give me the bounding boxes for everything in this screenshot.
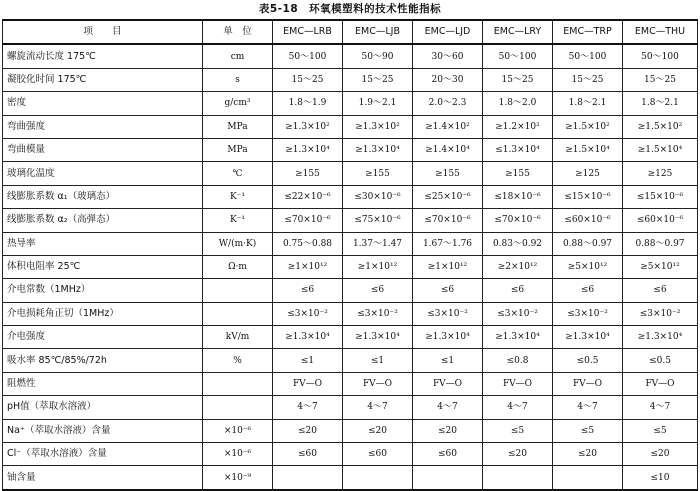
- table-row: [3, 302, 698, 325]
- row-item-label: 凝胶化时间 175℃: [3, 68, 203, 91]
- row-value: ≤0.5: [623, 349, 698, 372]
- row-value: FV—O: [273, 372, 343, 395]
- table-row: [3, 115, 698, 138]
- row-value: ≤3×10⁻²: [483, 302, 553, 325]
- row-value: FV—O: [343, 372, 413, 395]
- row-value: 1.8～1.9: [273, 92, 343, 115]
- row-unit: [203, 372, 273, 395]
- table-row: [3, 68, 698, 91]
- row-item-label: 密度: [3, 92, 203, 115]
- row-value: ≥1.5×10⁴: [553, 138, 623, 161]
- table-row: [3, 349, 698, 372]
- header-row: [3, 20, 698, 44]
- row-value: 50～100: [483, 44, 553, 68]
- row-value: [413, 466, 483, 490]
- row-value: ≥1.3×10⁴: [273, 326, 343, 349]
- table-row: [3, 162, 698, 185]
- row-value: ≤30×10⁻⁶: [343, 185, 413, 208]
- row-item-label: 螺旋流动长度 175℃: [3, 44, 203, 68]
- row-value: ≤3×10⁻²: [553, 302, 623, 325]
- table-row: [3, 92, 698, 115]
- row-value: 30～60: [413, 44, 483, 68]
- header-emc-trp: EMC—TRP: [553, 20, 623, 44]
- row-unit: [203, 396, 273, 419]
- row-value: ≤10: [623, 466, 698, 490]
- row-value: ≥125: [553, 162, 623, 185]
- row-unit: ×10⁻⁶: [203, 419, 273, 442]
- row-unit: ×10⁻⁹: [203, 466, 273, 490]
- row-item-label: Cl⁻（萃取水溶液）含量: [3, 443, 203, 466]
- row-value: ≤1: [413, 349, 483, 372]
- row-value: ≤60: [273, 443, 343, 466]
- table-row: [3, 44, 698, 68]
- row-value: ≤6: [273, 279, 343, 302]
- header-emc-ljd: EMC—LJD: [413, 20, 483, 44]
- row-value: ≤6: [553, 279, 623, 302]
- row-value: 15～25: [273, 68, 343, 91]
- header-unit: 单 位: [203, 20, 273, 44]
- row-value: ≥5×10¹²: [623, 255, 698, 278]
- row-value: 15～25: [623, 68, 698, 91]
- row-unit: [203, 279, 273, 302]
- row-value: 4～7: [623, 396, 698, 419]
- table-row: [3, 419, 698, 442]
- row-unit: MPa: [203, 138, 273, 161]
- row-value: ≤6: [623, 279, 698, 302]
- row-value: ≤5: [623, 419, 698, 442]
- row-unit: g/cm³: [203, 92, 273, 115]
- row-unit: K⁻¹: [203, 185, 273, 208]
- row-value: ≥1×10¹²: [273, 255, 343, 278]
- row-item-label: 线膨胀系数 α₁（玻璃态）: [3, 185, 203, 208]
- row-value: ≥1.4×10²: [413, 115, 483, 138]
- row-value: ≤1.3×10⁴: [483, 138, 553, 161]
- row-value: ≥1.5×10²: [553, 115, 623, 138]
- row-value: [483, 466, 553, 490]
- table-row: [3, 279, 698, 302]
- row-value: 4～7: [413, 396, 483, 419]
- row-value: ≤15×10⁻⁶: [553, 185, 623, 208]
- row-value: 1.8～2.1: [553, 92, 623, 115]
- row-item-label: 铀含量: [3, 466, 203, 490]
- row-value: ≤3×10⁻²: [343, 302, 413, 325]
- row-value: 50～90: [343, 44, 413, 68]
- row-value: ≥1×10¹²: [343, 255, 413, 278]
- row-value: 0.75～0.88: [273, 232, 343, 255]
- row-value: ≤70×10⁻⁶: [483, 209, 553, 232]
- row-value: ≤1: [343, 349, 413, 372]
- row-item-label: 体积电阻率 25℃: [3, 255, 203, 278]
- row-value: ≥155: [483, 162, 553, 185]
- header-emc-lrb: EMC—LRB: [273, 20, 343, 44]
- row-unit: MPa: [203, 115, 273, 138]
- row-unit: cm: [203, 44, 273, 68]
- row-value: 2.0～2.3: [413, 92, 483, 115]
- row-value: ≥1.5×10⁴: [623, 138, 698, 161]
- row-unit: %: [203, 349, 273, 372]
- row-item-label: 弯曲强度: [3, 115, 203, 138]
- row-value: [273, 466, 343, 490]
- row-value: 15～25: [343, 68, 413, 91]
- row-value: [553, 466, 623, 490]
- row-value: ≤60: [413, 443, 483, 466]
- row-value: 4～7: [273, 396, 343, 419]
- row-item-label: 线膨胀系数 α₂（高弹态）: [3, 209, 203, 232]
- row-value: ≤15×10⁻⁶: [623, 185, 698, 208]
- row-value: ≤6: [483, 279, 553, 302]
- row-value: ≥1.3×10⁴: [623, 326, 698, 349]
- table-row: [3, 209, 698, 232]
- row-value: ≤6: [413, 279, 483, 302]
- row-value: ≥1.3×10⁴: [343, 138, 413, 161]
- header-emc-ljb: EMC—LJB: [343, 20, 413, 44]
- row-value: 1.37～1.47: [343, 232, 413, 255]
- row-item-label: 玻璃化温度: [3, 162, 203, 185]
- row-value: 1.9～2.1: [343, 92, 413, 115]
- row-value: 1.67～1.76: [413, 232, 483, 255]
- row-value: 4～7: [343, 396, 413, 419]
- table-row: [3, 185, 698, 208]
- row-value: FV—O: [483, 372, 553, 395]
- row-item-label: 热导率: [3, 232, 203, 255]
- row-value: 15～25: [483, 68, 553, 91]
- row-value: FV—O: [553, 372, 623, 395]
- row-value: ≥2×10¹²: [483, 255, 553, 278]
- row-value: [343, 466, 413, 490]
- row-value: 1.8～2.0: [483, 92, 553, 115]
- row-value: ≤20: [623, 443, 698, 466]
- header-emc-lry: EMC—LRY: [483, 20, 553, 44]
- row-value: ≤0.5: [553, 349, 623, 372]
- row-value: 1.8～2.1: [623, 92, 698, 115]
- row-item-label: Na⁺（萃取水溶液）含量: [3, 419, 203, 442]
- row-item-label: 弯曲模量: [3, 138, 203, 161]
- row-value: ≥1.4×10⁴: [413, 138, 483, 161]
- row-value: ≥125: [623, 162, 698, 185]
- row-value: ≤3×10⁻²: [413, 302, 483, 325]
- row-value: ≥1.5×10²: [623, 115, 698, 138]
- row-value: ≤70×10⁻⁶: [273, 209, 343, 232]
- row-item-label: 介电损耗角正切（1MHz）: [3, 302, 203, 325]
- row-value: 20～30: [413, 68, 483, 91]
- row-value: ≤5: [483, 419, 553, 442]
- row-value: ≤20: [413, 419, 483, 442]
- row-value: 50～100: [273, 44, 343, 68]
- row-item-label: 吸水率 85℃/85%/72h: [3, 349, 203, 372]
- table-row: [3, 466, 698, 490]
- row-value: ≥155: [273, 162, 343, 185]
- header-item: 项 目: [3, 20, 203, 44]
- row-value: ≤60: [343, 443, 413, 466]
- row-value: ≤60×10⁻⁶: [623, 209, 698, 232]
- row-value: 50～100: [553, 44, 623, 68]
- row-value: FV—O: [623, 372, 698, 395]
- row-value: ≤20: [343, 419, 413, 442]
- row-value: ≥1.3×10⁴: [343, 326, 413, 349]
- row-value: ≤0.8: [483, 349, 553, 372]
- table-row: [3, 372, 698, 395]
- row-value: ≤75×10⁻⁶: [343, 209, 413, 232]
- row-value: 0.83～0.92: [483, 232, 553, 255]
- row-value: ≤18×10⁻⁶: [483, 185, 553, 208]
- row-value: ≤1: [273, 349, 343, 372]
- row-item-label: 介电常数（1MHz）: [3, 279, 203, 302]
- row-value: 4～7: [483, 396, 553, 419]
- table-row: [3, 443, 698, 466]
- table-title: 表5-18 环氧模塑料的技术性能指标: [258, 3, 442, 15]
- row-value: ≤25×10⁻⁶: [413, 185, 483, 208]
- row-value: 0.88～0.97: [553, 232, 623, 255]
- row-value: ≤6: [343, 279, 413, 302]
- row-value: ≥5×10¹²: [553, 255, 623, 278]
- table-row: [3, 232, 698, 255]
- header-emc-thu: EMC—THU: [623, 20, 698, 44]
- row-value: 4～7: [553, 396, 623, 419]
- row-value: ≥1.3×10⁴: [273, 138, 343, 161]
- row-item-label: 介电强度: [3, 326, 203, 349]
- row-value: ≤5: [553, 419, 623, 442]
- row-item-label: pH值（萃取水溶液）: [3, 396, 203, 419]
- row-value: ≤22×10⁻⁶: [273, 185, 343, 208]
- spec-table: [2, 19, 698, 491]
- row-value: ≥1.3×10²: [273, 115, 343, 138]
- table-row: [3, 138, 698, 161]
- row-value: 15～25: [553, 68, 623, 91]
- row-value: ≥155: [343, 162, 413, 185]
- row-value: ≥1.3×10²: [343, 115, 413, 138]
- row-value: ≤20: [483, 443, 553, 466]
- row-unit: Ω·m: [203, 255, 273, 278]
- row-unit: [203, 302, 273, 325]
- row-value: 50～100: [623, 44, 698, 68]
- row-item-label: 阻燃性: [3, 372, 203, 395]
- table-body: [3, 44, 698, 489]
- row-value: ≤20: [273, 419, 343, 442]
- row-value: ≥1.3×10⁴: [413, 326, 483, 349]
- row-value: ≤3×10⁻²: [623, 302, 698, 325]
- table-row: [3, 396, 698, 419]
- row-unit: W/(m·K): [203, 232, 273, 255]
- row-value: ≥155: [413, 162, 483, 185]
- row-value: ≤70×10⁻⁶: [413, 209, 483, 232]
- row-value: ≥1.2×10²: [483, 115, 553, 138]
- table-row: [3, 326, 698, 349]
- row-unit: K⁻¹: [203, 209, 273, 232]
- row-value: ≥1×10¹²: [413, 255, 483, 278]
- table-row: [3, 255, 698, 278]
- row-unit: ×10⁻⁶: [203, 443, 273, 466]
- row-value: ≥1.3×10⁴: [553, 326, 623, 349]
- row-value: ≥1.3×10⁴: [483, 326, 553, 349]
- row-unit: s: [203, 68, 273, 91]
- row-unit: ℃: [203, 162, 273, 185]
- row-value: ≤60×10⁻⁶: [553, 209, 623, 232]
- row-value: ≤3×10⁻²: [273, 302, 343, 325]
- row-value: 0.88～0.97: [623, 232, 698, 255]
- row-unit: kV/m: [203, 326, 273, 349]
- row-value: FV—O: [413, 372, 483, 395]
- row-value: ≤20: [553, 443, 623, 466]
